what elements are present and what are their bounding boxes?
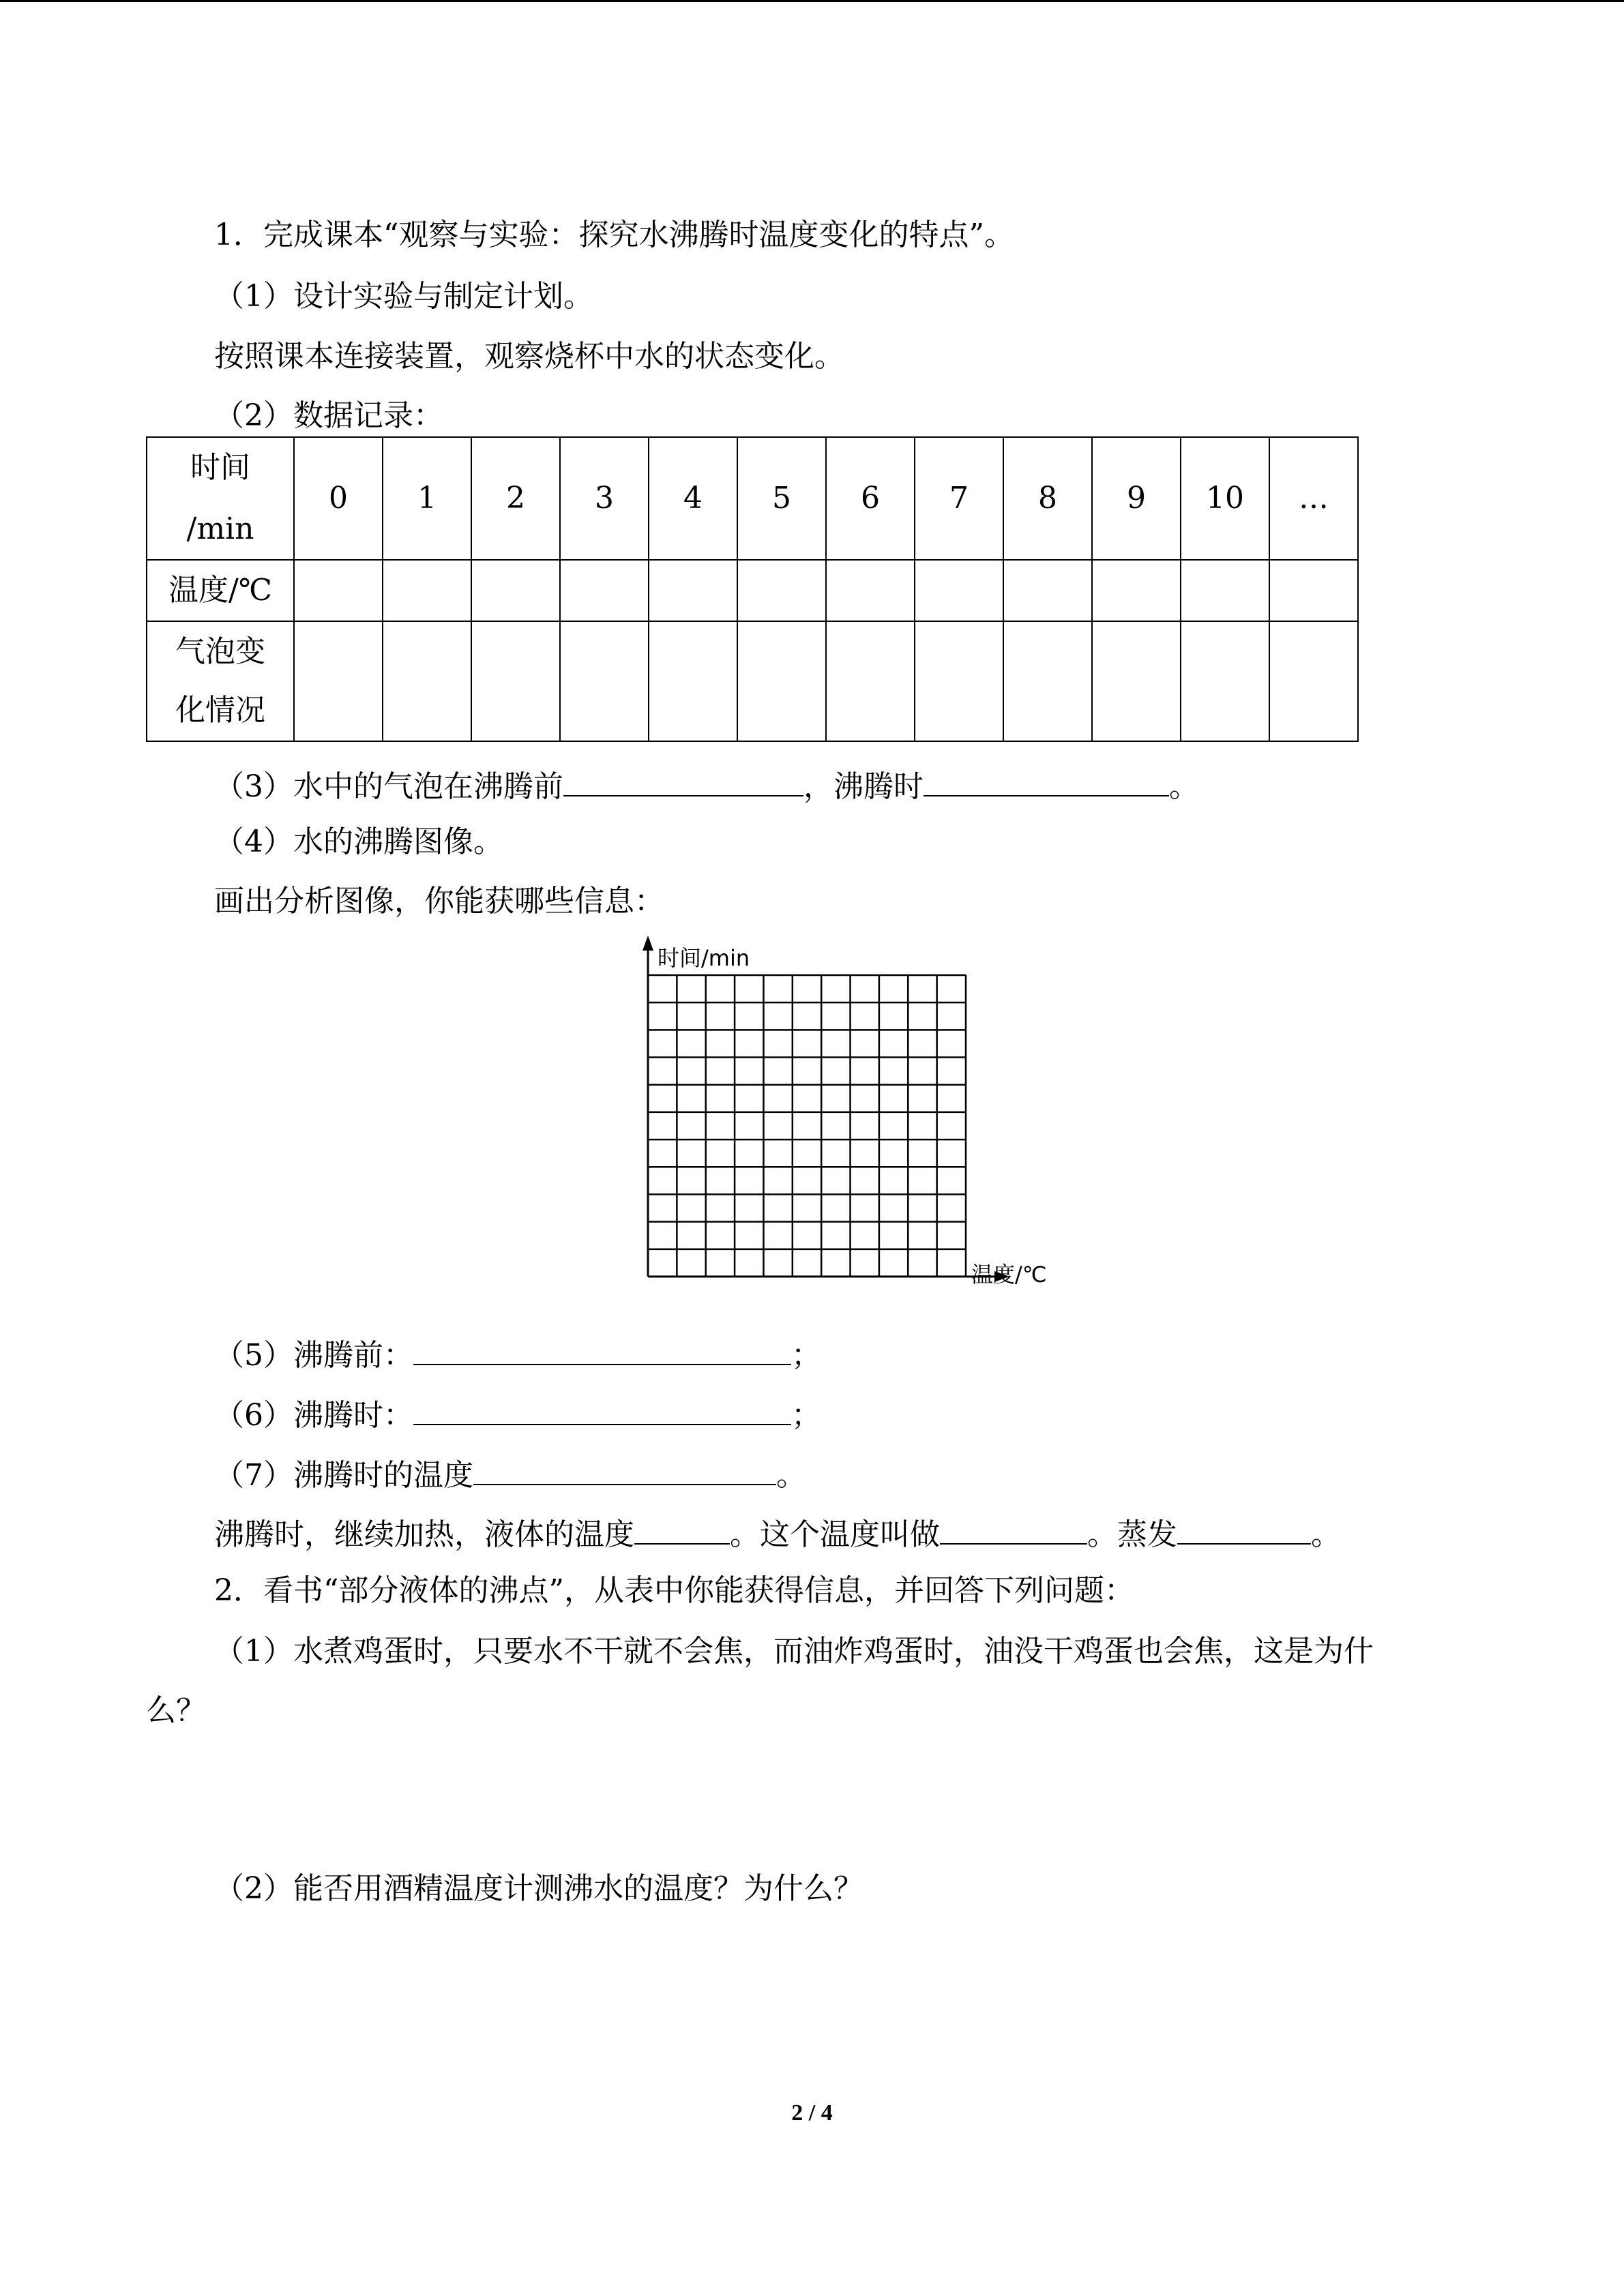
answer-blank-before-boiling[interactable]: [563, 762, 803, 796]
q1-step1: （1）设计实验与制定计划。: [214, 279, 593, 314]
time-cell: 4: [649, 437, 737, 560]
q1-step3: （3）水中的气泡在沸腾前 ，沸腾时 。: [214, 762, 1199, 807]
temperature-cell[interactable]: [826, 560, 915, 621]
temperature-cell[interactable]: [737, 560, 826, 621]
bubble-cell[interactable]: [294, 621, 383, 741]
bubble-cell[interactable]: [1092, 621, 1181, 741]
temperature-cell[interactable]: [383, 560, 471, 621]
temperature-cell[interactable]: [294, 560, 383, 621]
time-cell: 0: [294, 437, 383, 560]
temperature-cell[interactable]: [1092, 560, 1181, 621]
q2-title: 2．看书“部分液体的沸点”，从表中你能获得信息，并回答下列问题：: [214, 1573, 1134, 1608]
temperature-cell[interactable]: [915, 560, 1003, 621]
q2-step1-line1: （1）水煮鸡蛋时，只要水不干就不会焦，而油炸鸡蛋时，油没干鸡蛋也会焦，这是为什: [214, 1634, 1374, 1669]
q1-step2: （2）数据记录：: [214, 398, 443, 433]
bubble-cell[interactable]: [383, 621, 471, 741]
bubble-cell[interactable]: [649, 621, 737, 741]
y-axis-arrow-icon: [643, 936, 653, 951]
time-cell: 1: [383, 437, 471, 560]
time-cell: …: [1269, 437, 1358, 560]
q2-step2: （2）能否用酒精温度计测沸水的温度？为什么？: [214, 1871, 863, 1906]
time-cell: 9: [1092, 437, 1181, 560]
time-cell: 6: [826, 437, 915, 560]
temperature-cell[interactable]: [1003, 560, 1092, 621]
bubble-cell[interactable]: [1181, 621, 1269, 741]
bubble-cell[interactable]: [1003, 621, 1092, 741]
answer-blank-boiling-point[interactable]: [940, 1510, 1087, 1545]
y-axis-label: 时间/min: [658, 945, 750, 971]
time-cell: 7: [915, 437, 1003, 560]
graph-grid: [648, 975, 966, 1277]
boiling-graph[interactable]: [614, 927, 1064, 1296]
bubble-cell[interactable]: [915, 621, 1003, 741]
answer-blank-step7[interactable]: [473, 1451, 776, 1485]
q1-step5: （5）沸腾前： ；: [214, 1331, 821, 1376]
q1-step1-desc: 按照课本连接装置，观察烧杯中水的状态变化。: [214, 339, 844, 374]
answer-blank-step5[interactable]: [413, 1331, 791, 1365]
table-row-time: [147, 437, 1358, 560]
temperature-cell[interactable]: [560, 560, 649, 621]
bubble-cell[interactable]: [826, 621, 915, 741]
temperature-cell[interactable]: [1269, 560, 1358, 621]
time-cell: 8: [1003, 437, 1092, 560]
q1-step7: （7）沸腾时的温度 。: [214, 1451, 806, 1496]
time-cell: 10: [1181, 437, 1269, 560]
answer-blank-evaporation[interactable]: [1177, 1510, 1311, 1545]
x-axis-label: 温度/℃: [971, 1262, 1047, 1287]
q1-fill-sentence: 沸腾时，继续加热，液体的温度 。这个温度叫做 。蒸发 。: [214, 1510, 1341, 1555]
temperature-cell[interactable]: [649, 560, 737, 621]
data-record-table: [146, 436, 1359, 742]
answer-blank-temperature[interactable]: [634, 1510, 730, 1545]
row-header-temperature: 温度/℃: [147, 560, 294, 621]
bubble-cell[interactable]: [1269, 621, 1358, 741]
temperature-cell[interactable]: [1181, 560, 1269, 621]
temperature-cell[interactable]: [471, 560, 560, 621]
answer-blank-while-boiling[interactable]: [924, 762, 1169, 796]
q2-step1-line2: 么？: [146, 1693, 206, 1728]
bubble-cell[interactable]: [560, 621, 649, 741]
table-row-bubbles: [147, 621, 1358, 741]
bubble-cell[interactable]: [737, 621, 826, 741]
time-cell: 3: [560, 437, 649, 560]
row-header-time: 时间 /min: [147, 437, 294, 560]
time-cell: 5: [737, 437, 826, 560]
table-row-temperature: [147, 560, 1358, 621]
page-number: 2 / 4: [791, 2100, 833, 2126]
bubble-cell[interactable]: [471, 621, 560, 741]
q1-step6: （6）沸腾时： ；: [214, 1391, 821, 1436]
q1-step4-desc: 画出分析图像，你能获哪些信息：: [214, 884, 664, 919]
time-cell: 2: [471, 437, 560, 560]
row-header-bubbles: 气泡变 化情况: [147, 621, 294, 741]
answer-blank-step6[interactable]: [413, 1391, 791, 1425]
q1-step4: （4）水的沸腾图像。: [214, 824, 503, 859]
top-border: [0, 0, 1624, 2]
q1-title: 1．完成课本“观察与实验：探究水沸腾时温度变化的特点”。: [214, 218, 1014, 252]
